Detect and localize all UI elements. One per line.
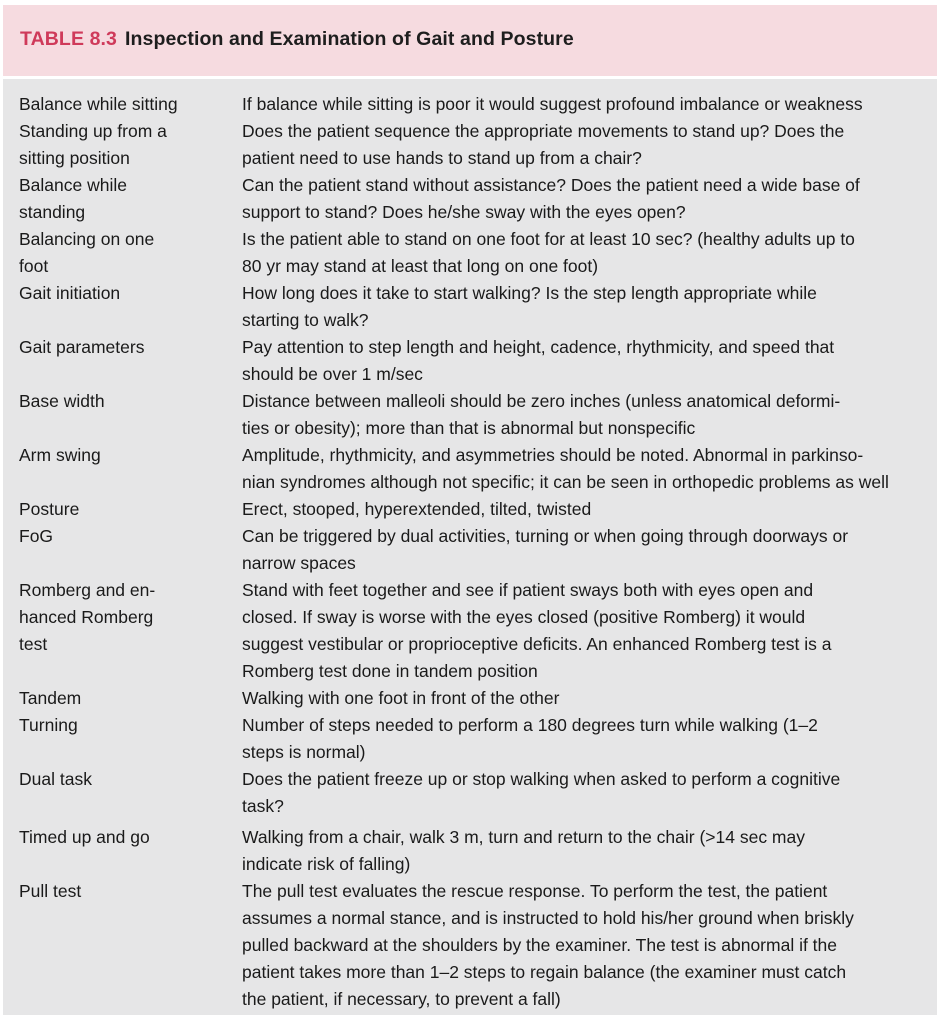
row-description <box>242 824 932 878</box>
row-term-line: Balance while <box>19 175 127 195</box>
row-description-line: Amplitude, rhythmicity, and asymmetries should be noted. Abnormal in parkinso- <box>242 445 864 465</box>
row-description-line: task? <box>242 796 284 816</box>
row-description <box>242 685 932 712</box>
table-number: TABLE 8.3 <box>20 28 117 50</box>
row-description-line: Number of steps needed to perform a 180 degrees turn while walking (1–2 <box>242 715 818 735</box>
row-term-line: Gait initiation <box>19 283 121 303</box>
table-body <box>3 91 937 1013</box>
row-description-line: Is the patient able to stand on one foot for at least 10 sec? (healthy adults up to <box>242 229 855 249</box>
row-description <box>242 388 932 442</box>
row-term <box>19 577 234 658</box>
row-term-line: Base width <box>19 391 105 411</box>
table-row <box>3 766 937 820</box>
row-description-line: should be over 1 m/sec <box>242 364 423 384</box>
table-header <box>3 5 937 79</box>
row-description <box>242 442 932 496</box>
row-term-line: Tandem <box>19 688 82 708</box>
row-term-line: test <box>19 634 48 654</box>
row-term <box>19 226 234 280</box>
row-term <box>19 878 234 905</box>
row-term-line: standing <box>19 202 86 222</box>
row-term-line: Posture <box>19 499 80 519</box>
row-term <box>19 280 234 307</box>
row-description <box>242 226 932 280</box>
table-box <box>3 5 937 1015</box>
row-description-line: suggest vestibular or proprioceptive deficits. An enhanced Romberg test is a <box>242 634 832 654</box>
row-description-line: narrow spaces <box>242 553 356 573</box>
table-row <box>3 172 937 226</box>
table-row <box>3 523 937 577</box>
row-description-line: pulled backward at the shoulders by the examiner. The test is abnormal if the <box>242 935 838 955</box>
row-description-line: ties or obesity); more than that is abnormal but nonspecific <box>242 418 696 438</box>
row-description <box>242 766 932 820</box>
row-term-line: foot <box>19 256 49 276</box>
row-description <box>242 878 932 1013</box>
row-description <box>242 577 932 685</box>
table-title-text: Inspection and Examination of Gait and Posture <box>124 28 574 50</box>
table-row <box>3 334 937 388</box>
row-description-line: starting to walk? <box>242 310 369 330</box>
row-term-line: Turning <box>19 715 78 735</box>
row-term <box>19 442 234 469</box>
row-term-line: Balancing on one <box>19 229 155 249</box>
row-description-line: Can be triggered by dual activities, turning or when going through doorways or <box>242 526 849 546</box>
row-description-line: steps is normal) <box>242 742 366 762</box>
row-description-line: Does the patient freeze up or stop walking when asked to perform a cognitive <box>242 769 841 789</box>
row-description-line: Walking with one foot in front of the other <box>242 688 560 708</box>
row-term-line: FoG <box>19 526 54 546</box>
row-description-line: Walking from a chair, walk 3 m, turn and return to the chair (>14 sec may <box>242 827 805 847</box>
table-title <box>20 28 574 51</box>
row-description-line: support to stand? Does he/she sway with the eyes open? <box>242 202 686 222</box>
row-description-line: If balance while sitting is poor it would suggest profound imbalance or weakness <box>242 94 863 114</box>
row-description-line: Does the patient sequence the appropriate movements to stand up? Does the <box>242 121 845 141</box>
row-description <box>242 280 932 334</box>
row-description-line: Erect, stooped, hyperextended, tilted, twisted <box>242 499 592 519</box>
row-term-line: Arm swing <box>19 445 101 465</box>
row-term <box>19 824 234 851</box>
row-term <box>19 118 234 172</box>
row-term <box>19 172 234 226</box>
row-description-line: The pull test evaluates the rescue response. To perform the test, the patient <box>242 881 828 901</box>
row-term <box>19 712 234 739</box>
table-row <box>3 280 937 334</box>
row-term-line: Standing up from a <box>19 121 167 141</box>
row-description-line: patient need to use hands to stand up from a chair? <box>242 148 642 168</box>
row-description-line: indicate risk of falling) <box>242 854 411 874</box>
row-term-line: sitting position <box>19 148 130 168</box>
table-row <box>3 91 937 118</box>
row-term-line: Pull test <box>19 881 82 901</box>
row-term <box>19 388 234 415</box>
row-description-line: Pay attention to step length and height, cadence, rhythmicity, and speed that <box>242 337 835 357</box>
table-row <box>3 878 937 1013</box>
table-row <box>3 712 937 766</box>
row-term <box>19 334 234 361</box>
row-term-line: hanced Romberg <box>19 607 154 627</box>
table-row <box>3 388 937 442</box>
row-description-line: Romberg test done in tandem position <box>242 661 538 681</box>
row-term <box>19 685 234 712</box>
table-row <box>3 577 937 685</box>
table-row <box>3 226 937 280</box>
row-description-line: How long does it take to start walking? Is the step length appropriate while <box>242 283 817 303</box>
row-term <box>19 523 234 550</box>
row-description <box>242 523 932 577</box>
row-description <box>242 496 932 523</box>
row-term <box>19 496 234 523</box>
row-description-line: the patient, if necessary, to prevent a fall) <box>242 989 561 1009</box>
row-description-line: Can the patient stand without assistance? Does the patient need a wide base of <box>242 175 860 195</box>
row-description <box>242 118 932 172</box>
row-term-line: Timed up and go <box>19 827 150 847</box>
row-term <box>19 91 234 118</box>
table-row <box>3 496 937 523</box>
row-term-line: Dual task <box>19 769 92 789</box>
row-description-line: closed. If sway is worse with the eyes closed (positive Romberg) it would <box>242 607 806 627</box>
table-row <box>3 118 937 172</box>
row-description-line: patient takes more than 1–2 steps to regain balance (the examiner must catch <box>242 962 847 982</box>
row-description-line: nian syndromes although not specific; it can be seen in orthopedic problems as well <box>242 472 889 492</box>
row-term-line: Romberg and en- <box>19 580 156 600</box>
row-description <box>242 334 932 388</box>
row-description <box>242 712 932 766</box>
row-description <box>242 91 932 118</box>
row-description-line: Stand with feet together and see if patient sways both with eyes open and <box>242 580 814 600</box>
table-row <box>3 824 937 878</box>
row-term <box>19 766 234 793</box>
row-description-line: Distance between malleoli should be zero inches (unless anatomical deformi- <box>242 391 841 411</box>
row-term-line: Balance while sitting <box>19 94 178 114</box>
row-term-line: Gait parameters <box>19 337 145 357</box>
table-row <box>3 442 937 496</box>
row-description-line: assumes a normal stance, and is instructed to hold his/her ground when briskly <box>242 908 854 928</box>
row-description <box>242 172 932 226</box>
row-description-line: 80 yr may stand at least that long on one foot) <box>242 256 599 276</box>
table-row <box>3 685 937 712</box>
